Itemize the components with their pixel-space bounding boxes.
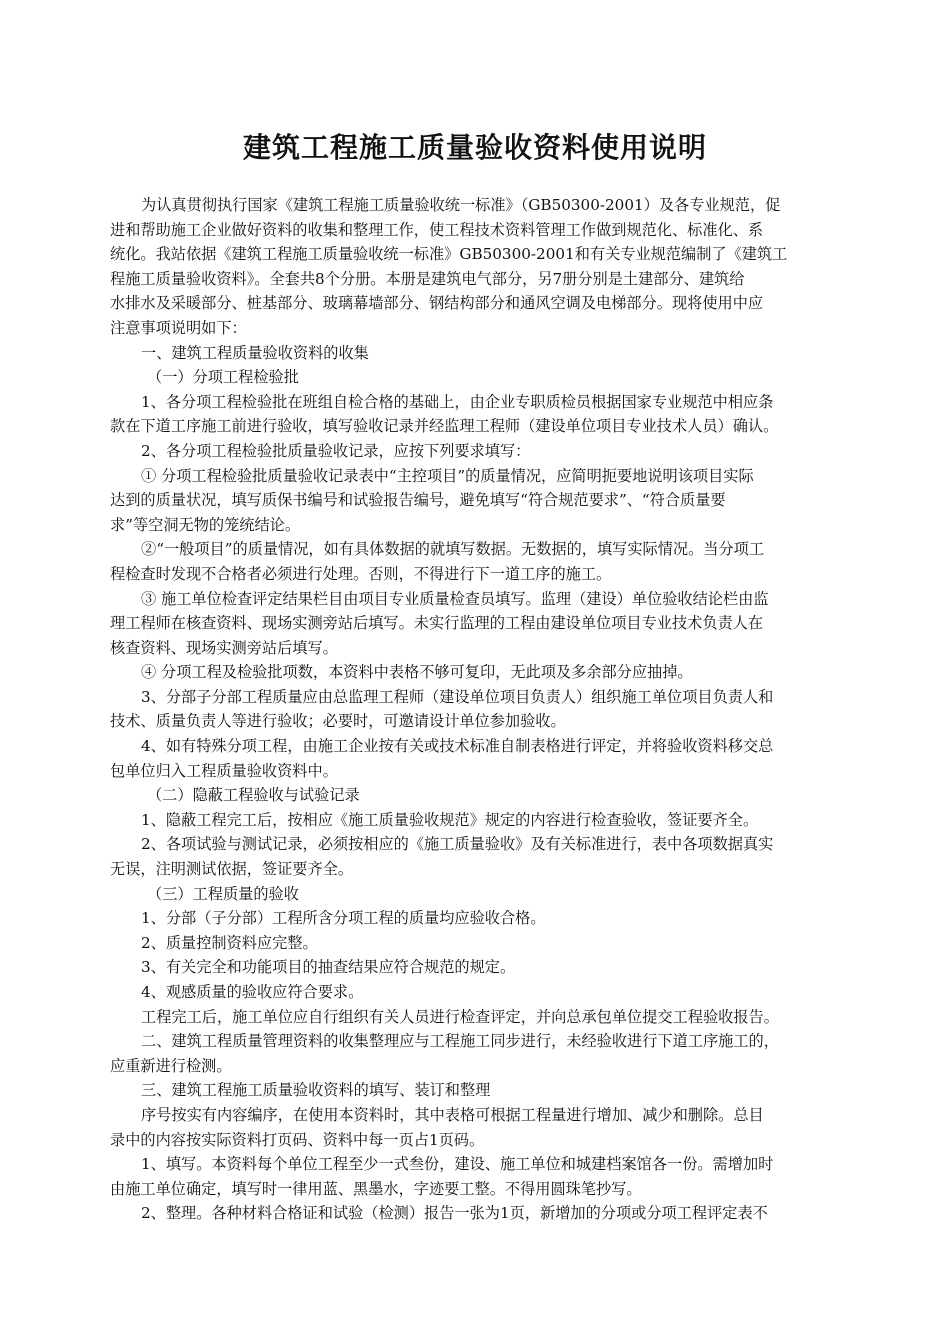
body-text-line: 款在下道工序施工前进行验收，填写验收记录并经监理工程师（建设单位项目专业技术人员）确认。 (110, 417, 779, 436)
body-text-line: 序号按实有内容编序，在使用本资料时，其中表格可根据工程量进行增加、减少和删除。总目 (141, 1105, 764, 1124)
body-text-line: 一、建筑工程质量验收资料的收集 (141, 343, 369, 362)
document-title: 建筑工程施工质量验收资料使用说明 (242, 131, 707, 164)
body-text-line: 程检查时发现不合格者必须进行处理。否则，不得进行下一道工序的施工。 (110, 564, 612, 583)
body-text-line: 程施工质量验收资料》。全套共8个分册。本册是建筑电气部分，另7册分别是土建部分、建筑给 (110, 269, 745, 288)
body-text-line: 工程完工后，施工单位应自行组织有关人员进行检查评定，并向总承包单位提交工程验收报告。 (141, 1007, 779, 1026)
body-text-line: 进和帮助施工企业做好资料的收集和整理工作，使工程技术资料管理工作做到规范化、标准化、系 (110, 220, 764, 239)
body-text-line: ④ 分项工程及检验批项数，本资料中表格不够可复印，无此项及多余部分应抽掉。 (141, 663, 693, 682)
body-text-line: 二、建筑工程质量管理资料的收集整理应与工程施工同步进行，未经验收进行下道工序施工的， (141, 1032, 779, 1051)
body-text-line: 录中的内容按实际资料打页码、资料中每一页占1页码。 (110, 1130, 485, 1149)
body-text-line: 注意事项说明如下： (110, 318, 247, 337)
body-text-line: 达到的质量状况，填写质保书编号和试验报告编号，避免填写“符合规范要求”、“符合质量要 (110, 491, 726, 510)
body-text-line: 2、各项试验与测试记录，必须按相应的《施工质量验收》及有关标准进行，表中各项数据真实 (141, 835, 774, 854)
body-text-line: 4、如有特殊分项工程，由施工企业按有关或技术标准自制表格进行评定，并将验收资料移交总 (141, 737, 774, 756)
body-text-line: （三）工程质量的验收 (147, 884, 299, 903)
document-body (110, 193, 840, 1226)
body-text-line: 三、建筑工程施工质量验收资料的填写、装订和整理 (141, 1081, 491, 1100)
body-text-line: 2、各分项工程检验批质量验收记录，应按下列要求填写： (141, 441, 531, 460)
body-text-line: 1、各分项工程检验批在班组自检合格的基础上，由企业专职质检员根据国家专业规范中相应条 (141, 392, 774, 411)
body-text-line: 由施工单位确定，填写时一律用蓝、黑墨水，字迹要工整。不得用圆珠笔抄写。 (110, 1179, 642, 1198)
body-text-line: 无误，注明测试依据，签证要齐全。 (110, 860, 353, 879)
body-text-line: 核查资料、现场实测旁站后填写。 (110, 638, 338, 657)
body-text-line: 2、整理。各种材料合格证和试验（检测）报告一张为1页，新增加的分项或分项工程评定表不 (141, 1204, 768, 1223)
body-text-line: 为认真贯彻执行国家《建筑工程施工质量验收统一标准》（GB50300-2001）及各专业规范，促 (141, 196, 781, 214)
body-text-line: 水排水及采暖部分、桩基部分、玻璃幕墙部分、钢结构部分和通风空调及电梯部分。现将使用中应 (110, 294, 764, 313)
body-text-line: 应重新进行检测。 (110, 1056, 232, 1075)
body-text-line: （一）分项工程检验批 (147, 368, 299, 387)
body-text-line: 统化。我站依据《建筑工程施工质量验收统一标准》GB50300-2001和有关专业规范编制了《建筑工 (110, 245, 788, 264)
body-text-line: 3、有关完全和功能项目的抽查结果应符合规范的规定。 (141, 958, 516, 977)
body-text-line: ③ 施工单位检查评定结果栏目由项目专业质量检查员填写。监理（建设）单位验收结论栏由监 (141, 589, 769, 608)
body-text-line: 1、填写。本资料每个单位工程至少一式叁份，建设、施工单位和城建档案馆各一份。需增加时 (141, 1155, 774, 1174)
body-text-line: 包单位归入工程质量验收资料中。 (110, 761, 338, 780)
body-text-line: 理工程师在核查资料、现场实测旁站后填写。未实行监理的工程由建设单位项目专业技术负责人在 (110, 614, 764, 633)
body-text-line: ②“一般项目”的质量情况，如有具体数据的就填写数据。无数据的，填写实际情况。当分项工 (141, 540, 765, 559)
body-text-line: 2、质量控制资料应完整。 (141, 933, 318, 952)
body-text-line: 3、分部子分部工程质量应由总监理工程师（建设单位项目负责人）组织施工单位项目负责人和 (141, 687, 774, 706)
body-text-line: 1、分部（子分部）工程所含分项工程的质量均应验收合格。 (141, 909, 546, 928)
body-text-line: 1、隐蔽工程完工后，按相应《施工质量验收规范》规定的内容进行检查验收，签证要齐全。 (141, 810, 759, 829)
body-text-line: 4、观感质量的验收应符合要求。 (141, 983, 364, 1001)
body-text-line: （二）隐蔽工程验收与试验记录 (147, 786, 360, 805)
body-text-line: ① 分项工程检验批质量验收记录表中“主控项目”的质量情况，应简明扼要地说明该项目实际 (141, 466, 754, 485)
body-text-line: 求”等空洞无物的笼统结论。 (110, 515, 301, 534)
body-text-line: 技术、质量负责人等进行验收；必要时，可邀请设计单位参加验收。 (110, 712, 566, 731)
